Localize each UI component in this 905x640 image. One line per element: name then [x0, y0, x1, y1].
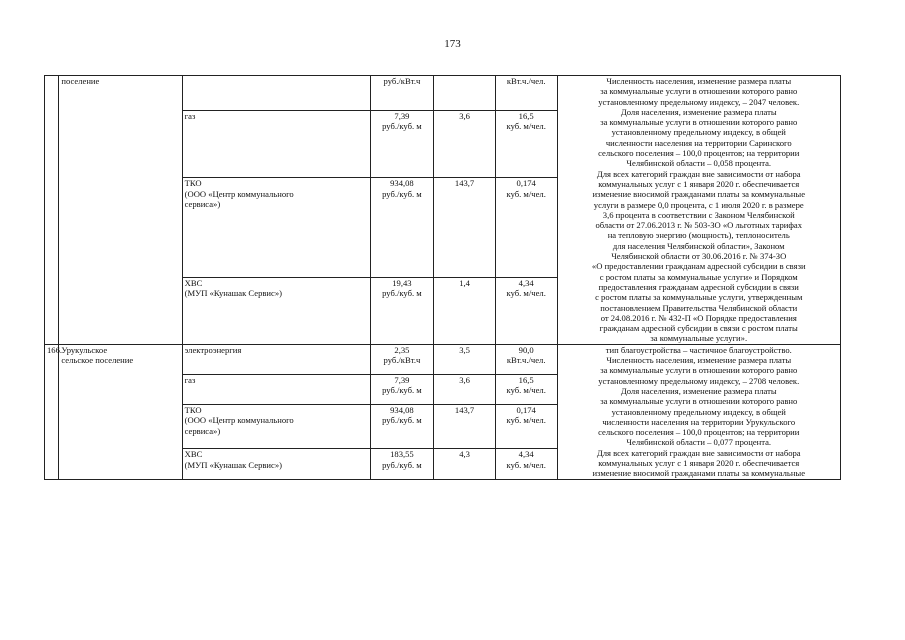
norm-value: 4,34 — [518, 277, 534, 288]
service-cell — [182, 178, 370, 277]
index-cell — [434, 344, 496, 374]
text-line: изменение вносимой гражданами платы за коммунальные — [592, 468, 806, 479]
text-line: 3,6 процента в соответствии с Законом Челябинской — [602, 209, 795, 220]
service-name-line: сервиса») — [184, 198, 221, 209]
text-line: на тепловую энергию (мощность), теплоноситель — [607, 230, 790, 241]
price-unit: руб./куб. м — [382, 415, 422, 426]
price-value: 7,39 — [394, 111, 410, 122]
norm-unit: кВт.ч./чел. — [506, 76, 546, 86]
norm-cell — [495, 344, 557, 374]
price-value: 19,43 — [392, 277, 412, 288]
conditions-text — [560, 345, 839, 479]
text-line: Челябинской области от 30.06.2016 г. № 374-ЗО — [611, 251, 787, 262]
text-line: «О предоставлении гражданам адресной субсидии в связи — [591, 261, 806, 272]
text-line: для населения Челябинской области», Законом — [612, 240, 785, 251]
text-line: за коммунальные услуги в отношении которого равно — [600, 117, 798, 128]
row-number: 166. — [47, 344, 63, 355]
service-name-line: ТКО — [184, 404, 202, 415]
norm-unit: куб. м/чел. — [506, 188, 546, 199]
service-cell — [182, 449, 370, 479]
norm-value: 90,0 — [518, 344, 534, 355]
norm-cell — [495, 374, 557, 404]
text-line: Челябинской области – 0,077 процента. — [626, 437, 772, 448]
table-row — [45, 344, 841, 374]
text-line: гражданам адресной субсидии в связи с ростом платы — [599, 323, 798, 334]
text-line: от 24.08.2016 г. № 432-П «О Порядке предоставления — [600, 312, 797, 323]
price-value: 934,08 — [390, 404, 414, 415]
page-number: 173 — [444, 38, 461, 50]
text-line: установленному предельному индексу, в общей — [611, 127, 786, 138]
text-line: предоставления гражданам адресной субсидии в связи — [598, 281, 799, 292]
row-number-cell — [45, 344, 63, 479]
service-cell — [182, 111, 370, 178]
service-cell — [182, 344, 370, 374]
service-cell — [182, 404, 370, 448]
service-name-line: ТКО — [184, 178, 202, 189]
text-line: тип благоустройства – частичное благоустройство. — [605, 344, 792, 355]
text-line: за коммунальные услуги в отношении которого равно — [600, 396, 798, 407]
conditions-text-cell — [557, 344, 841, 479]
price-cell — [370, 277, 434, 344]
price-unit: руб./куб. м — [382, 385, 422, 396]
norm-unit: куб. м/чел. — [506, 287, 546, 298]
text-line: сельского поселения – 100,0 процентов; на территории — [598, 148, 800, 159]
price-unit: руб./куб. м — [382, 121, 422, 132]
norm-cell — [495, 449, 557, 479]
price-cell — [370, 178, 434, 277]
text-line: постановлением Правительства Челябинской области — [600, 302, 798, 313]
service-cell — [182, 277, 370, 344]
text-line: коммунальных услуг с 1 января 2020 г. обеспечивается — [598, 178, 800, 189]
norm-cell — [495, 111, 557, 178]
price-unit: руб./кВт.ч — [383, 355, 421, 366]
service-cell — [182, 76, 370, 111]
index-cell — [434, 178, 496, 277]
settlement-name-cell — [59, 344, 182, 479]
text-line: за коммунальные услуги в отношении которого равно — [600, 365, 798, 376]
norm-cell — [495, 277, 557, 344]
text-line: установленному предельному индексу, в общей — [611, 406, 786, 417]
conditions-text — [560, 76, 839, 344]
text-line: Для всех категорий граждан вне зависимости от набора — [596, 447, 801, 458]
norm-value: 16,5 — [518, 111, 534, 122]
norm-unit: кВт.ч./чел. — [506, 355, 546, 366]
price-cell — [370, 76, 434, 111]
text-line: Для всех категорий граждан вне зависимости от набора — [596, 168, 801, 179]
settlement-name-line: сельское поселение — [61, 355, 134, 366]
text-line: за коммунальные услуги». — [650, 333, 748, 344]
norm-value: 0,174 — [516, 178, 536, 189]
index-cell — [434, 277, 496, 344]
settlement-name — [61, 345, 179, 366]
service-name-line: (МУП «Кунашак Сервис») — [184, 287, 282, 298]
text-line: с ростом платы за коммунальные услуги» и Порядком — [599, 271, 798, 282]
price-unit: руб./куб. м — [382, 188, 422, 199]
price-value: 934,08 — [390, 178, 414, 189]
price-value: 183,55 — [390, 449, 414, 460]
price-cell — [370, 344, 434, 374]
service-name-line: газ — [184, 374, 196, 385]
text-line: Челябинской области – 0,058 процента. — [626, 158, 772, 169]
service-name-line: газ — [184, 111, 196, 122]
price-unit: руб./куб. м — [382, 287, 422, 298]
text-line: за коммунальные услуги в отношении которого равно — [600, 86, 798, 97]
index-value: 143,7 — [454, 178, 475, 189]
tariff-table — [44, 75, 841, 480]
norm-unit: куб. м/чел. — [506, 121, 546, 132]
norm-cell — [495, 76, 557, 111]
index-cell — [434, 76, 496, 111]
price-value: 2,35 — [394, 344, 410, 355]
service-name-line: ХВС — [184, 449, 203, 460]
index-cell — [434, 111, 496, 178]
price-unit: руб./кВт.ч — [383, 76, 421, 86]
norm-unit: куб. м/чел. — [506, 385, 546, 396]
norm-value: 0,174 — [516, 404, 536, 415]
norm-unit: куб. м/чел. — [506, 459, 546, 470]
index-value: 143,7 — [454, 404, 475, 415]
text-line: Численность населения, изменение размера платы — [606, 76, 792, 86]
service-name-line: (ООО «Центр коммунального — [184, 188, 294, 199]
row-number-cell — [45, 76, 59, 345]
norm-cell — [495, 404, 557, 448]
price-value: 7,39 — [394, 374, 410, 385]
index-cell — [434, 449, 496, 479]
service-name-line: ХВС — [184, 277, 203, 288]
table-row — [45, 76, 841, 111]
text-line: изменение вносимой гражданами платы за коммунальные — [592, 189, 806, 200]
index-value: 3,5 — [459, 344, 470, 355]
index-cell — [434, 374, 496, 404]
service-name-line: сервиса») — [184, 425, 221, 436]
text-line: Численность населения, изменение размера платы — [606, 355, 792, 366]
norm-value: 16,5 — [518, 374, 534, 385]
text-line: услуги в размере 0,0 процента, с 1 июля 2020 г. в размере — [593, 199, 804, 210]
text-line: численности населения на территории Саринского — [605, 137, 792, 148]
index-value: 1,4 — [459, 277, 470, 288]
text-line: Доля населения, изменение размера платы — [620, 385, 777, 396]
service-name-line: электроэнергия — [184, 344, 242, 355]
text-line: сельского поселения – 100,0 процентов; на территории — [598, 427, 800, 438]
service-cell — [182, 374, 370, 404]
conditions-text-cell — [557, 76, 841, 345]
text-line: установленному предельному индексу, – 2047 человек. — [598, 96, 800, 107]
norm-unit: куб. м/чел. — [506, 415, 546, 426]
text-line: установленному предельному индексу, – 2708 человек. — [598, 375, 800, 386]
text-line: с ростом платы за коммунальные услуги, утвержденным — [595, 292, 803, 303]
settlement-name: поселение — [61, 76, 100, 86]
norm-cell — [495, 178, 557, 277]
tariff-table-body — [45, 76, 841, 480]
text-line: области от 27.06.2013 г. № 503-ЗО «О льготных тарифах — [595, 220, 803, 231]
settlement-name-line: Урукульское — [61, 344, 108, 355]
price-unit: руб./куб. м — [382, 459, 422, 470]
price-cell — [370, 404, 434, 448]
text-line: коммунальных услуг с 1 января 2020 г. обеспечивается — [598, 457, 800, 468]
index-value: 4,3 — [459, 449, 470, 460]
price-cell — [370, 111, 434, 178]
price-cell — [370, 374, 434, 404]
price-cell — [370, 449, 434, 479]
index-cell — [434, 404, 496, 448]
norm-value: 4,34 — [518, 449, 534, 460]
text-line: численности населения на территории Урукульского — [602, 416, 796, 427]
service-name-line: (ООО «Центр коммунального — [184, 415, 294, 426]
service-name-line: (МУП «Кунашак Сервис») — [184, 459, 282, 470]
text-line: Доля населения, изменение размера платы — [620, 106, 777, 117]
index-value: 3,6 — [459, 374, 470, 385]
index-value: 3,6 — [459, 111, 470, 122]
settlement-name-cell — [59, 76, 182, 345]
